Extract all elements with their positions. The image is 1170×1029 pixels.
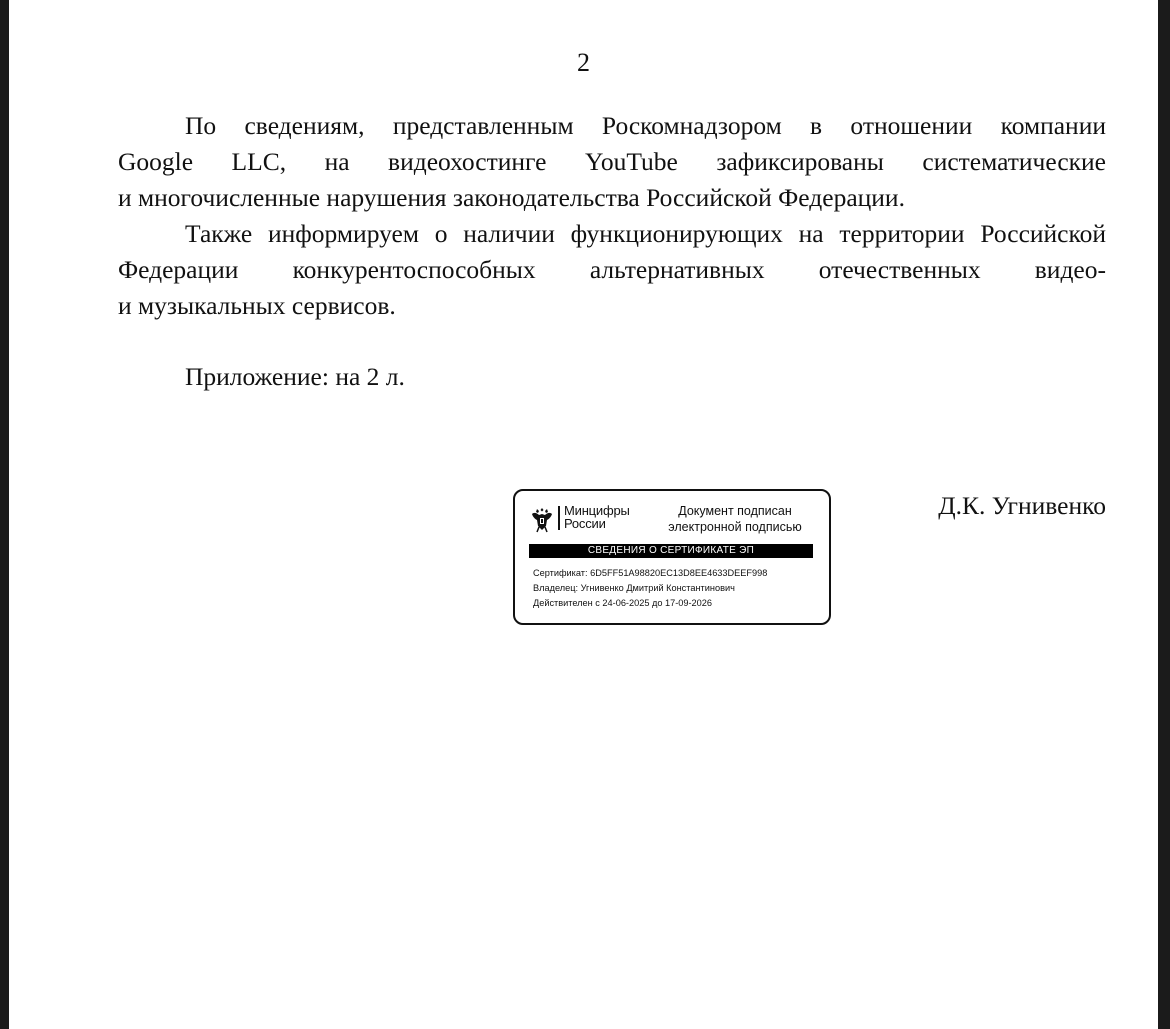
stamp-signed-line: Документ подписан: [678, 504, 792, 518]
appendix-note: Приложение: на 2 л.: [185, 362, 405, 391]
stamp-owner: Владелец: Угнивенко Дмитрий Константинович: [533, 583, 735, 593]
stamp-validity: Действителен с 24-06-2025 до 17-09-2026: [533, 598, 712, 608]
document-body: [118, 108, 1106, 324]
paragraph-line: и многочисленные нарушения законодательства Российской Федерации.: [118, 183, 905, 212]
electronic-signature-stamp: [513, 489, 831, 625]
stamp-org-line: России: [564, 516, 606, 531]
paragraph-violations: [118, 108, 1106, 216]
stamp-separator: [558, 506, 560, 530]
stamp-org-line: Минцифры: [564, 503, 630, 518]
stamp-certificate-id: Сертификат: 6D5FF51A98820EC13D8EE4633DEEF998: [533, 568, 768, 578]
paragraph-alternatives: [118, 216, 1106, 324]
paragraph-line: По сведениям, представленным Роскомнадзором в отношении компании: [185, 111, 1106, 140]
stamp-certificate-header: СВЕДЕНИЯ О СЕРТИФИКАТЕ ЭП: [529, 544, 813, 558]
stamp-signed-notice: [655, 503, 815, 535]
signer-name: Д.К. Угнивенко: [938, 491, 1106, 520]
paragraph-line: Также информируем о наличии функционирующих на территории Российской: [185, 219, 1106, 248]
paragraph-line: Google LLC, на видеохостинге YouTube зафиксированы систематические: [118, 147, 1106, 176]
page-number: 2: [577, 48, 590, 77]
stamp-certificate-info: [533, 566, 767, 611]
stamp-signed-line: электронной подписью: [668, 520, 802, 534]
paragraph-line: Федерации конкурентоспособных альтернативных отечественных видео-: [118, 255, 1106, 284]
paragraph-line: и музыкальных сервисов.: [118, 291, 396, 320]
document-page: [9, 0, 1158, 1029]
double-headed-eagle-icon: [530, 505, 554, 533]
stamp-organization: [564, 504, 630, 530]
